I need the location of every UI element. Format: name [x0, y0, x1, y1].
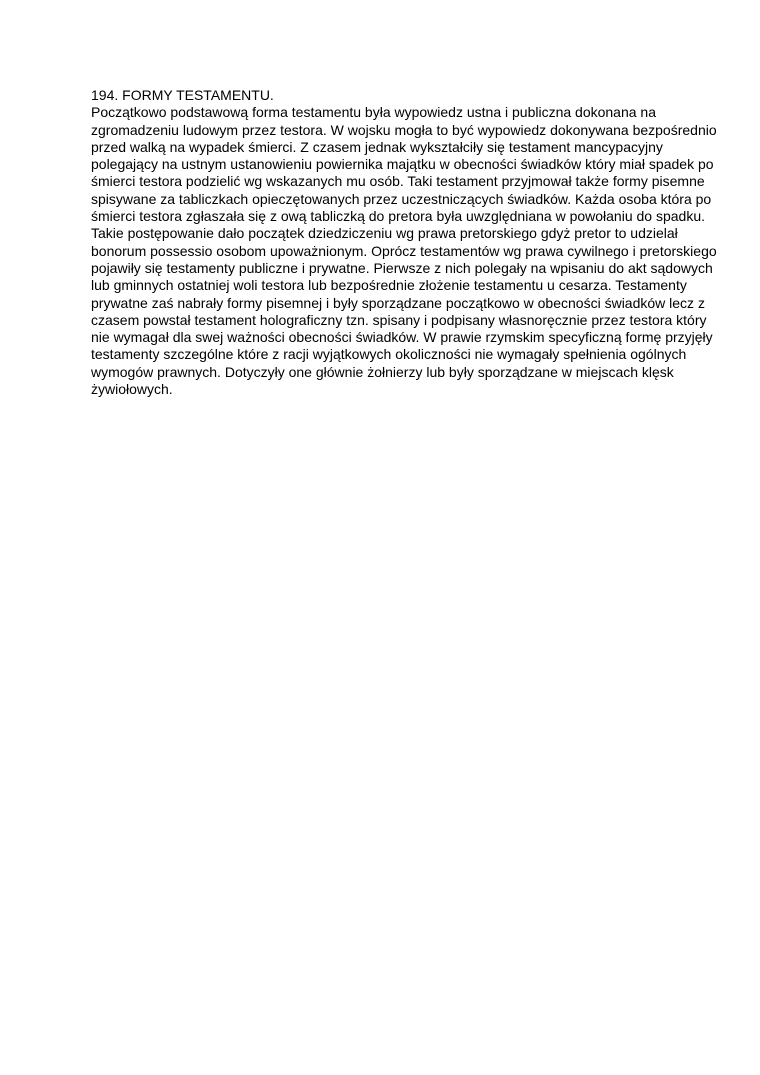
paragraph-line: czasem powstał testament holograficzny tzn. spisany i podpisany własnoręcznie przez testora który [91, 311, 707, 328]
paragraph-line: prywatne zaś nabrały formy pisemnej i były sporządzane początkowo w obecności świadków lecz z [91, 294, 705, 311]
paragraph-line: pojawiły się testamenty publiczne i prywatne. Pierwsze z nich polegały na wpisaniu do akt sądowych [91, 259, 713, 276]
paragraph-line: spisywane za tabliczkach opieczętowanych przez uczestniczących świadków. Każda osoba która po [91, 190, 712, 207]
paragraph-line: wymogów prawnych. Dotyczyły one głównie żołnierzy lub były sporządzane w miejscach klęsk [91, 363, 674, 380]
document-text-block [91, 87, 717, 398]
paragraph-line: śmierci testora podzielić wg wskazanych mu osób. Taki testament przyjmował także formy pisemne [91, 173, 705, 190]
paragraph-line: lub gminnych ostatniej woli testora lub bezpośrednie złożenie testamentu u cesarza. Testamenty [91, 277, 687, 294]
paragraph-line: bonorum possessio osobom upoważnionym. Oprócz testamentów wg prawa cywilnego i pretorskiego [91, 242, 717, 259]
paragraph-line: żywiołowych. [91, 381, 173, 398]
document-title: 194. FORMY TESTAMENTU. [91, 87, 274, 103]
paragraph-line: nie wymagał dla swej ważności obecności świadków. W prawie rzymskim specyficzną formę przyjęły [91, 329, 713, 346]
paragraph-line: polegający na ustnym ustanowieniu powiernika majątku w obecności świadków który miał spadek po [91, 156, 714, 173]
paragraph-line: śmierci testora zgłaszała się z ową tabliczką do pretora była uwzględniana w powołaniu do spadku. [91, 208, 705, 225]
paragraph-line: Początkowo podstawową forma testamentu była wypowiedz ustna i publiczna dokonana na [91, 104, 656, 121]
paragraph-line: Takie postępowanie dało początek dziedziczeniu wg prawa pretorskiego gdyż pretor to udzielał [91, 225, 678, 242]
paragraph-line: przed walką na wypadek śmierci. Z czasem jednak wykształciły się testament mancypacyjny [91, 138, 663, 155]
paragraph-line: testamenty szczególne które z racji wyjątkowych okoliczności nie wymagały spełnienia ogólnych [91, 346, 687, 363]
paragraph-line: zgromadzeniu ludowym przez testora. W wojsku mogła to być wypowiedz dokonywana bezpośrednio [91, 121, 717, 138]
